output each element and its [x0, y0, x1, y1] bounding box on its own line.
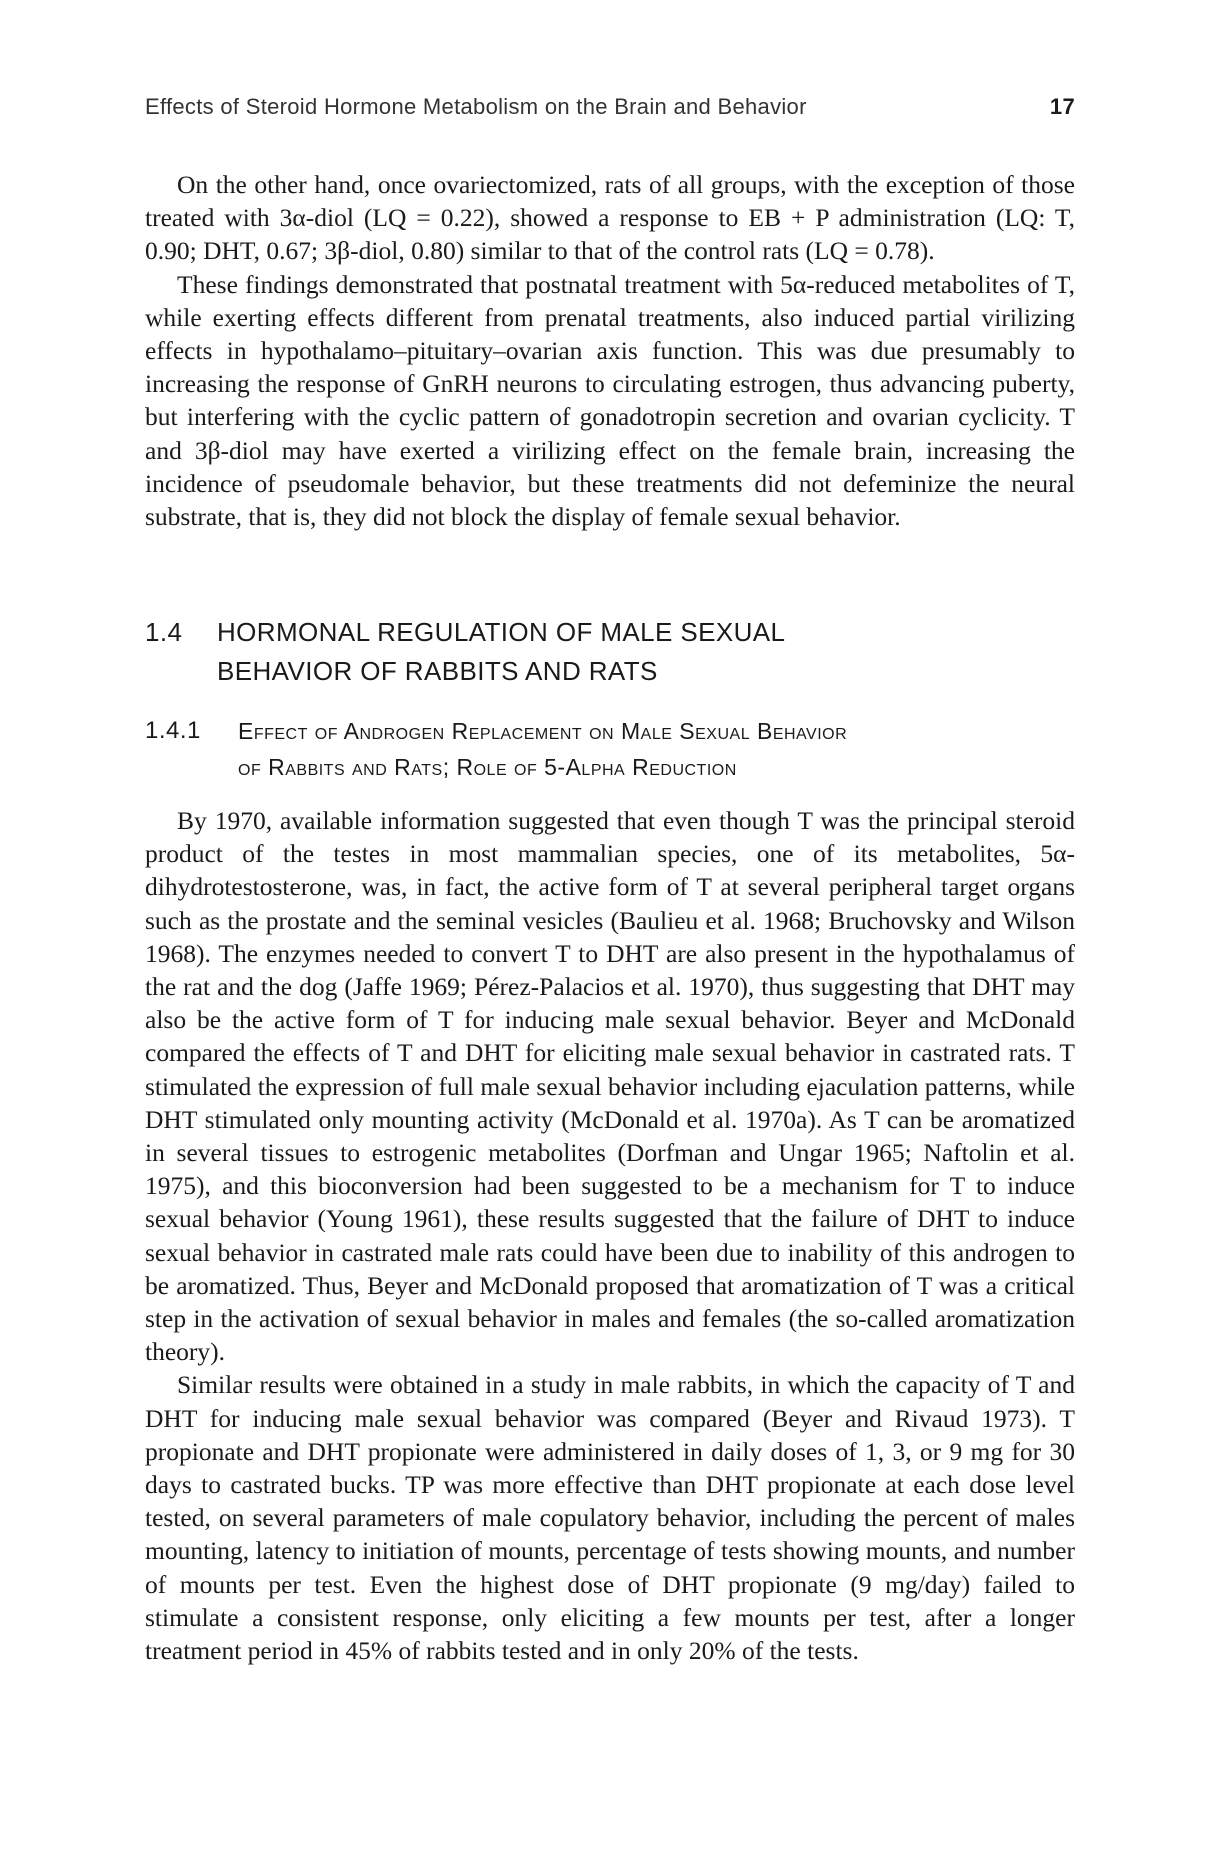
running-title: Effects of Steroid Hormone Metabolism on the Brain and Behavior: [145, 94, 807, 119]
paragraph: Similar results were obtained in a study in male rabbits, in which the capacity of T and DHT for inducing male sexual behavior was compared (Beyer and Rivaud 1973). T propionate and DHT propionate were administered in daily doses of 1, 3, or 9 mg for 30 days to castrated bucks. TP was more effective than DHT propionate at each dose level tested, on several parameters of male copulatory behavior, including the percent of males mounting, latency to initiation of mounts, percentage of tests showing mounts, and number of mounts per test. Even the highest dose of DHT propionate (9 mg/day) failed to stimulate a consistent response, only eliciting a few mounts per test, after a longer treatment period in 45% of rabbits tested and in only 20% of the tests.: [145, 1370, 1075, 1666]
subsection-title: Effect of Androgen Replacement on Male Sexual Behavior of Rabbits and Rats; Role of 5-Alpha Reduction: [238, 718, 848, 780]
section-title: HORMONAL REGULATION OF MALE SEXUAL BEHAVIOR OF RABBITS AND RATS: [217, 617, 786, 686]
paragraph: These findings demonstrated that postnatal treatment with 5α-reduced metabolites of T, while exerting effects different from prenatal treatments, also induced partial virilizing effects in hypothalamo–pituitary–ovarian axis function. This was due presumably to increasing the response of GnRH neurons to circulating estrogen, thus advancing puberty, but interfering with the cyclic pattern of gonadotropin secretion and ovarian cyclicity. T and 3β-diol may have exerted a virilizing effect on the female brain, increasing the incidence of pseudomale behavior, but these treatments did not defeminize the neural substrate, that is, they did not block the display of female sexual behavior.: [145, 269, 1075, 532]
page-number: 17: [1049, 94, 1075, 119]
section-heading: [145, 613, 1075, 691]
running-header: [145, 94, 1075, 120]
paragraph: By 1970, available information suggested that even though T was the principal steroid product of the testes in most mammalian species, one of its metabolites, 5α-dihydrotestosterone, was, in fact, the active form of T at several peripheral target organs such as the prostate and the seminal vesicles (Baulieu et al. 1968; Bruchovsky and Wilson 1968). The enzymes needed to convert T to DHT are also present in the hypothalamus of the rat and the dog (Jaffe 1969; Pérez-Palacios et al. 1970), thus suggesting that DHT may also be the active form of T for inducing male sexual behavior. Beyer and McDonald compared the effects of T and DHT for eliciting male sexual behavior in castrated rats. T stimulated the expression of full male sexual behavior including ejaculation patterns, while DHT stimulated only mounting activity (McDonald et al. 1970a). As T can be aromatized in several tissues to estrogenic metabolites (Dorfman and Ungar 1965; Naftolin et al. 1975), and this bioconversion had been suggested to be a mechanism for T to induce sexual behavior (Young 1961), these results suggested that the failure of DHT to induce sexual behavior in castrated male rats could have been due to inability of this androgen to be aromatized. Thus, Beyer and McDonald proposed that aromatization of T was a critical step in the activation of sexual behavior in males and females (the so-called aromatization theory).: [145, 806, 1075, 1367]
subsection-number: 1.4.1: [145, 717, 201, 744]
section-number: 1.4: [145, 617, 183, 647]
body-text-bottom: [145, 804, 1075, 1667]
body-text-top: [145, 168, 1075, 533]
paragraph: On the other hand, once ovariectomized, rats of all groups, with the exception of those treated with 3α-diol (LQ = 0.22), showed a response to EB + P administration (LQ: T, 0.90; DHT, 0.67; 3β-diol, 0.80) similar to that of the control rats (LQ = 0.78).: [145, 170, 1075, 266]
subsection-heading: [145, 713, 1075, 785]
